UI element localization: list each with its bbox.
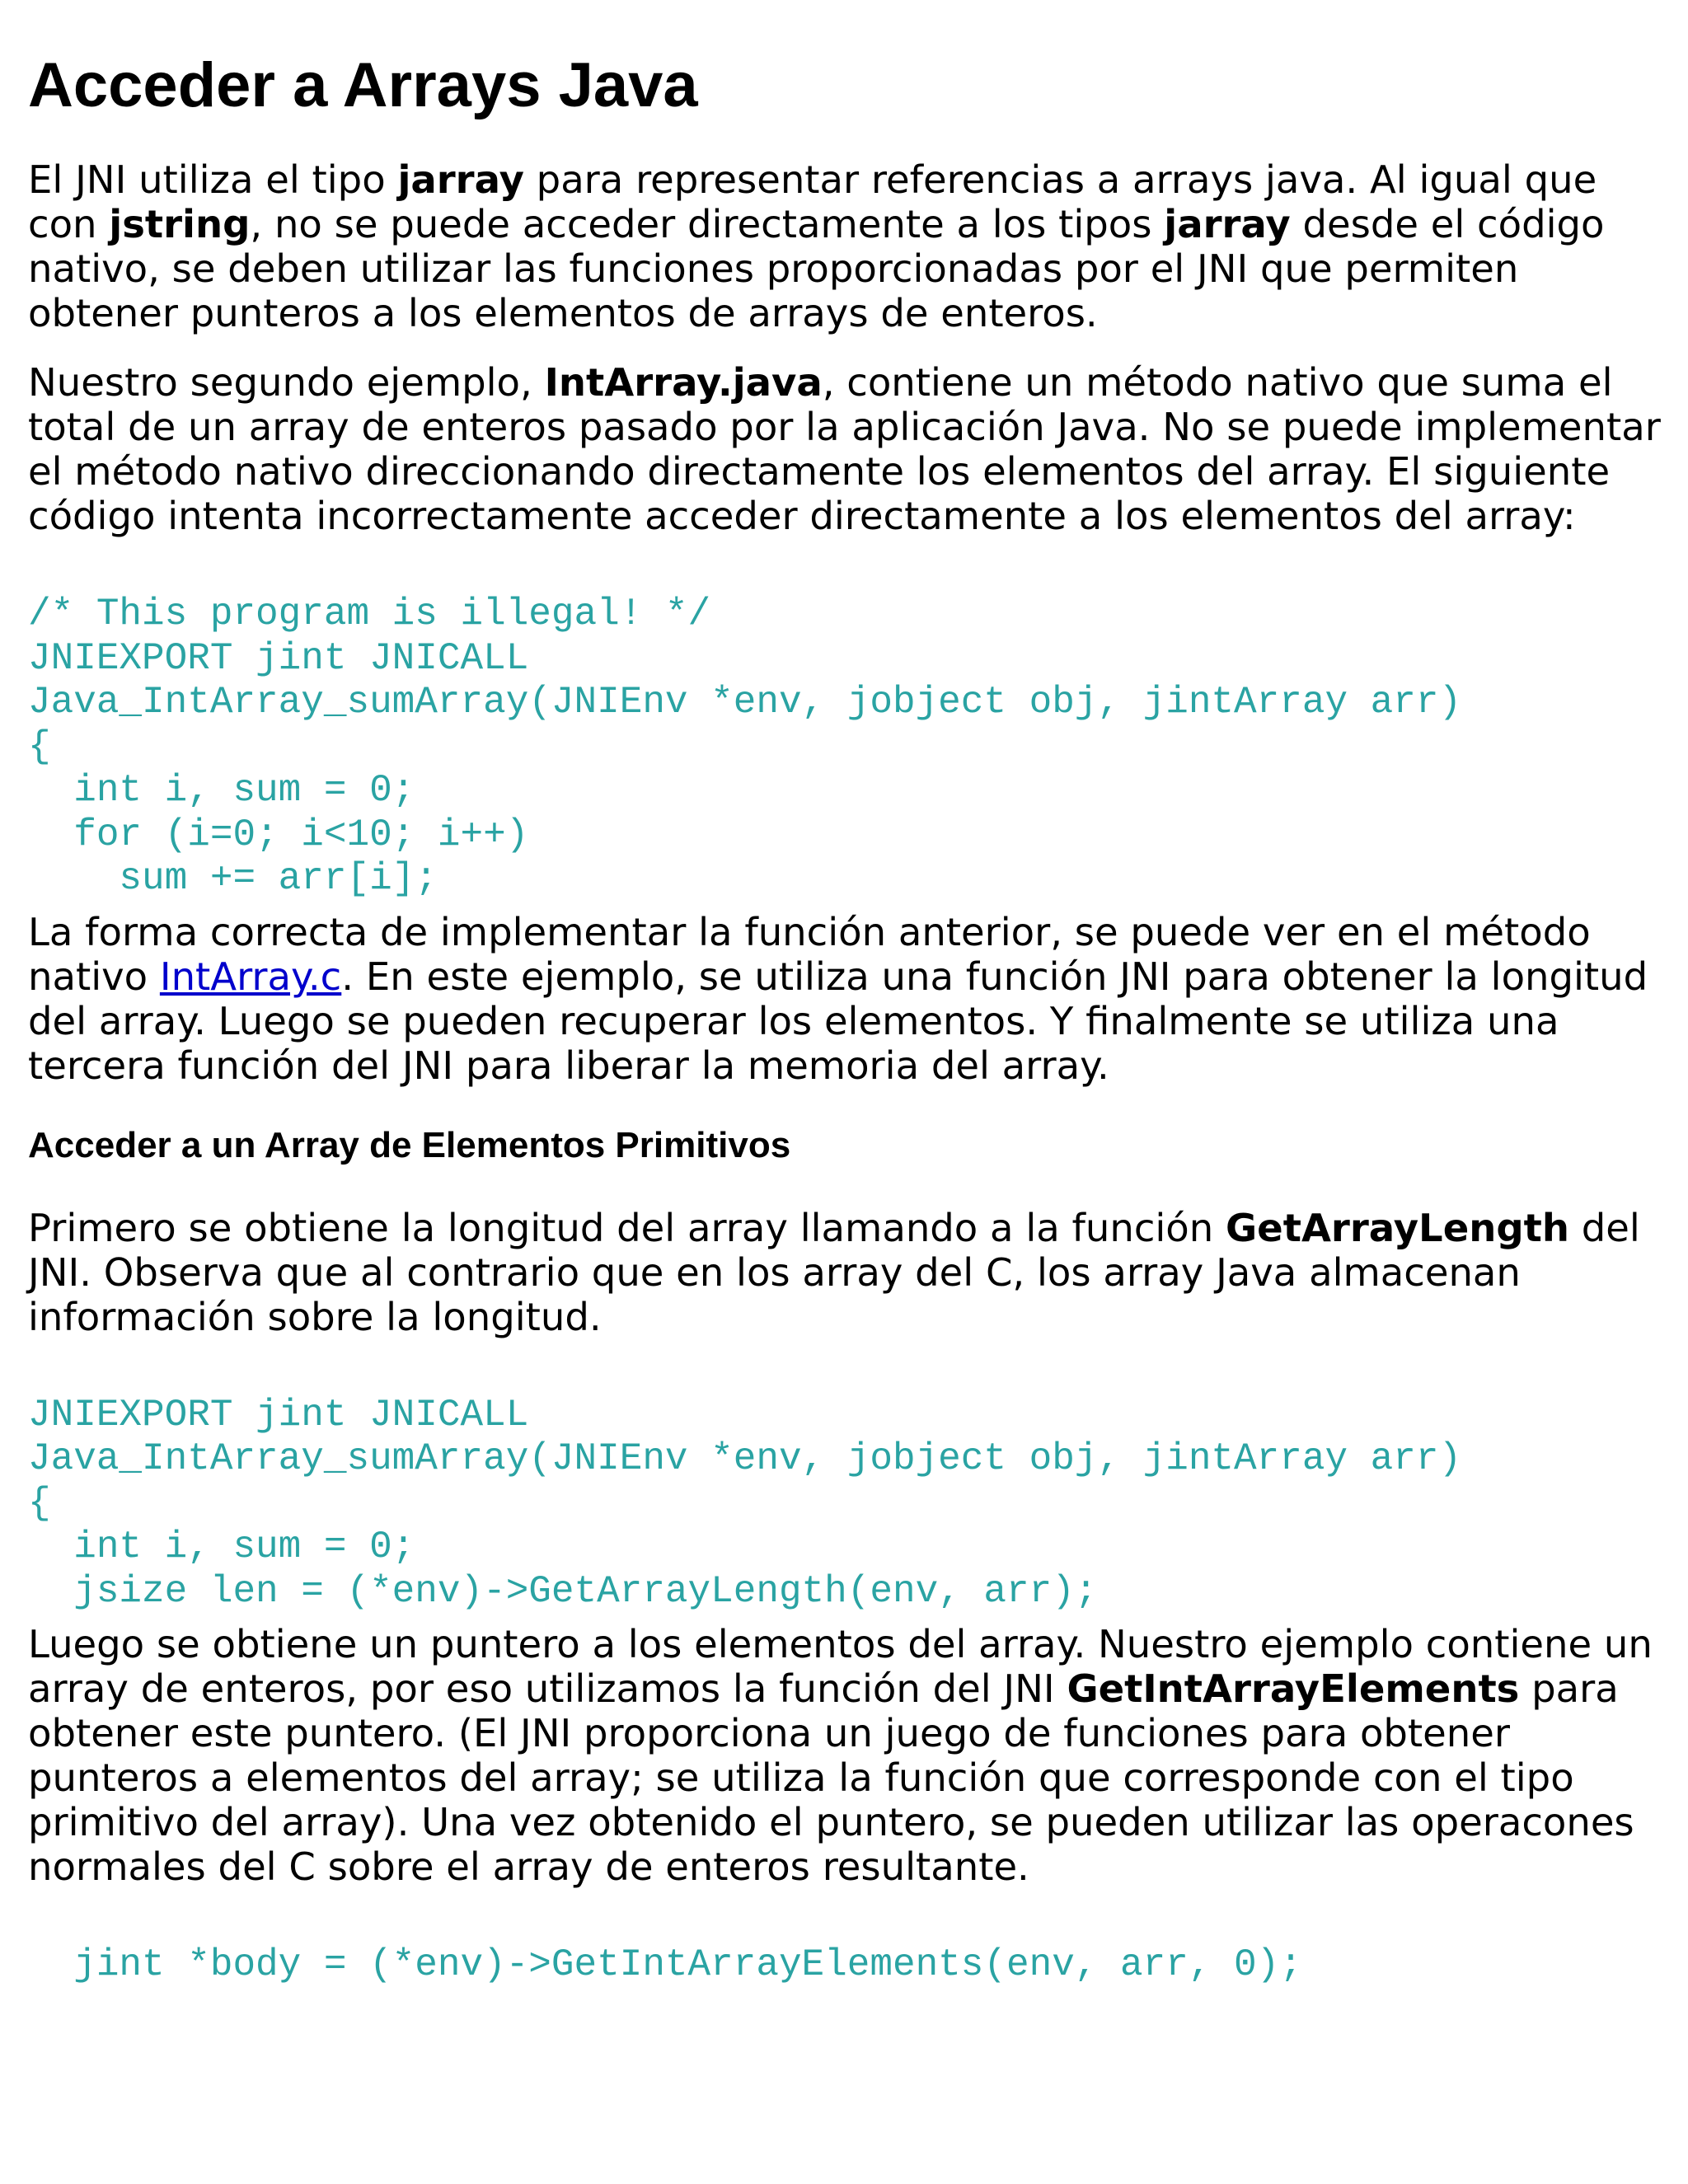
- keyword-getintarrayelements: GetIntArrayElements: [1067, 1666, 1520, 1712]
- code-block-get-elements: jint *body = (*env)->GetIntArrayElements(env, arr, 0);: [28, 1943, 1302, 1987]
- elements-pointer-paragraph: Luego se obtiene un puntero a los elementos del array. Nuestro ejemplo contiene un array de enteros, por eso utilizamos la función del JNI GetIntArrayElements para obtener este puntero. (El JNI proporciona un juego de funciones para obtener punteros a elementos del array; se utiliza la función que corresponde con el tipo primitivo del array). Una vez obtenido el puntero, se pueden utilizar las operacones normales del C sobre el array de enteros resultante.: [28, 1622, 1653, 1890]
- code-block-illegal: /* This program is illegal! */ JNIEXPORT jint JNICALL Java_IntArray_sumArray(JNIEnv *env, jobject obj, jintArray arr) { int i, sum = 0; for (i=0; i<10; i++) sum += arr[i];: [28, 593, 1462, 901]
- document-page: [28, 0, 1668, 1988]
- page-title: Acceder a Arrays Java: [28, 50, 698, 120]
- keyword-jarray-2: jarray: [1164, 202, 1291, 247]
- intarray-c-link[interactable]: IntArray.c: [159, 954, 342, 999]
- example-paragraph: Nuestro segundo ejemplo, IntArray.java, contiene un método nativo que suma el total de un array de enteros pasado por la aplicación Java. No se puede implementar el método nativo direccionando directamente los elementos del array. El siguiente código intenta incorrectamente acceder directamente a los elementos del array:: [28, 360, 1661, 539]
- array-length-paragraph: Primero se obtiene la longitud del array llamando a la función GetArrayLength del JNI. Observa que al contrario que en los array del C, los array Java almacenan información sobre la longitud.: [28, 1205, 1640, 1339]
- section-heading: Acceder a un Array de Elementos Primitivos: [28, 1124, 791, 1165]
- code-block-array-length: JNIEXPORT jint JNICALL Java_IntArray_sumArray(JNIEnv *env, jobject obj, jintArray arr) { int i, sum = 0; jsize len = (*env)->GetArrayLength(env, arr);: [28, 1393, 1462, 1613]
- filename-intarray-java: IntArray.java: [544, 360, 823, 405]
- keyword-jarray: jarray: [397, 157, 524, 203]
- correct-implementation-paragraph: La forma correcta de implementar la función anterior, se puede ver en el método nativo IntArray.c. En este ejemplo, se utiliza una función JNI para obtener la longitud del array. Luego se pueden recuperar los elementos. Y finalmente se utiliza una tercera función del JNI para liberar la memoria del array.: [28, 909, 1648, 1088]
- intro-paragraph: El JNI utiliza el tipo jarray para representar referencias a arrays java. Al igual que con jstring, no se puede acceder directamente a los tipos jarray desde el código nativo, se deben utilizar las funciones proporcionadas por el JNI que permiten obtener punteros a los elementos de arrays de enteros.: [28, 157, 1605, 336]
- keyword-jstring: jstring: [109, 202, 251, 247]
- keyword-getarraylength: GetArrayLength: [1226, 1205, 1569, 1250]
